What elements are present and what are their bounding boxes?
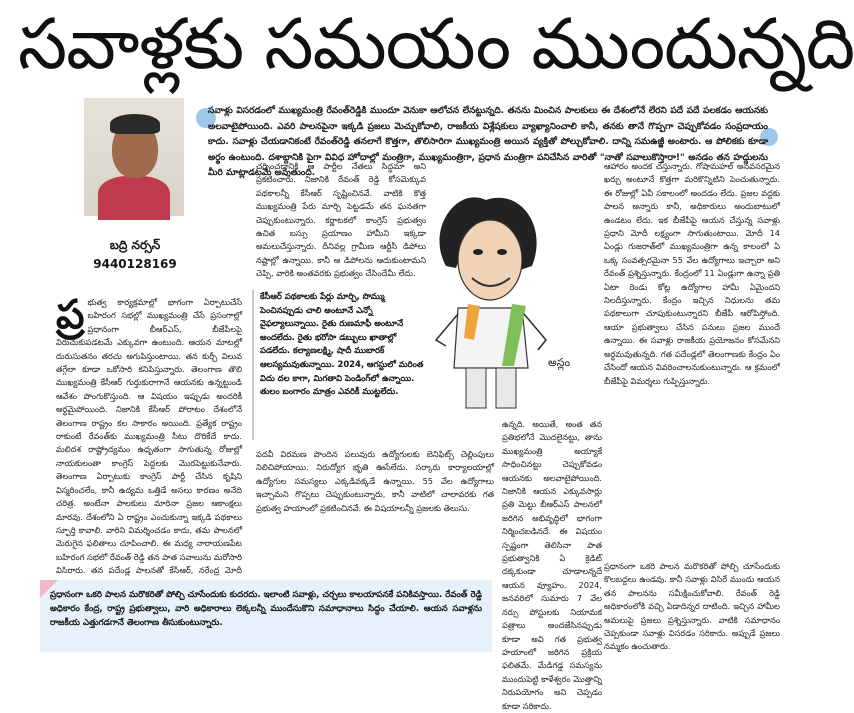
column-1-text: భుత్వ కార్యక్రమాల్లో భాగంగా ఏర్పాటుచేసే బహిరంగ సభల్లో ముఖ్యమంత్రి చేసే ప్రసంగాల్లో ప్రధానంగా బీఆర్‌ఎస్, బీజేపీలపై విరుచుకుపడటమే ఎక్కువగా ఉంటుంది. ఆయన మాటల్లో దురుసుతనం తరచు అగుపిస్తుంటాయి. తన కుర్చీ విలువ తగ్గేలా కూడా ఒకోసారి కనిపిస్తున్నారు. తెలంగాణ తొలి ముఖ్యమంత్రి కేసీఆర్ గుర్తుకురాగానే ఆయనకు ఉన్నట్టుండి ఆవేశం పొంగుకొస్తుంది. ఆ విషయం ఇప్పుడు అందరికీ అర్థమైపోయింది. నిజానికి కేసీఆర్ పోరాటం దేశంలోనే తెలంగాణ రాష్ట్రం కల సాకారం అయింది. ప్రత్యేక రాష్ట్రం రాకుంటే రేవంత్‌కు ముఖ్యమంత్రి సీటు దొరికేదే కాదు. మలిదశ రాష్ట్రోద్యమం ఉధృతంగా సాగుతున్న రోజుల్లో నాయకులంతా కాంగ్రెస్ పెద్దలకు మొరపెట్టుకునేవారు. తెలంగాణ ఏర్పాటుకు కాంగ్రెస్ పార్టీ చేసిన కృషిని విస్మరించలేం, కానీ ఉద్యమ ఒత్తిడే అసలు కారణం అనేది చరిత్ర. అంటేనా పాలకులు మారినా ప్రజల ఆకాంక్షలు మారవు. దేశంలోని ఏ రాష్ట్రం ఎంచుకున్నా ఇక్కడి పథకాలు స్ఫూర్తి కావాలి. వారిని విమర్శించడం కాదు, తమ పాలనలో మెరుగైన ఫలితాలు చూపించాలి. ఈ మధ్య నారాయణపేట బహిరంగ సభలో రేవంత్ రెడ్డి తన పాత సవాలును మరోసారి విసిరారు. తన పదేండ్ల పాలనతో కేసీఆర్, నరేంద్ర మోదీ — [56, 297, 242, 576]
column-4-bottom-text: ప్రధానంగా ఒకరి పాలన మరొకరితో పోల్చి చూసేందుకు కొలబద్దలు ఉండవు. కానీ సవాళ్లు విసిరే ముందు ఆయన తన పాలనను సమీక్షించుకోవాలి. రేవంత్ రెడ్డి అధికారంలోకి వచ్చి ఏడాదిన్నర దాటింది. ఇచ్చిన హామీల అమలుపై ప్రజలు ప్రశ్నిస్తున్నారు. వాటికి సమాధానం చెప్పకుండా సవాళ్లు విసరడం సరికాదు. అప్పుడే ప్రజలు నమ్మకం ఉంచుతారు. — [604, 561, 780, 652]
highlight-box-corner — [40, 580, 58, 598]
author-name: బద్రి నర్సన్ — [109, 238, 161, 252]
author-photo-shirt — [98, 176, 170, 220]
column-2-bottom-text: పదవీ విరమణ పొందిన పలువురు ఉద్యోగులకు బెనిఫిట్స్ చెల్లింపులు నిలిచిపోయాయి. నిరుద్యోగ భృతి ఊసేలేదు. సర్కారు కార్యాలయాల్లో ఉద్యోగుల సమస్యలు ఎక్కడివక్కడే ఉన్నాయి. 55 వేల ఉద్యోగాలు ఇచ్చామని గొప్పలు చెప్పుకుంటున్నారు, కానీ వాటిలో చాలావరకు గత ప్రభుత్వ హయాంలో ప్రకటించినవే. ఈ విషయాలన్నీ ప్రజలకు తెలుసు. — [256, 449, 494, 513]
political-cartoon — [416, 190, 600, 416]
cartoon-left-arm — [436, 314, 458, 346]
highlight-box-text: ప్రధానంగా ఒకరి పాలన మరొకరితో పోల్చి చూసేందుకు కుదరదు. ఇలాంటి సవాళ్లు, చర్చలు కాలయాపనకే పనికివస్తాయి. రేవంత్ రెడ్డి అధికారం కేంద్ర, రాష్ట్ర ప్రభుత్వాలు, వారి అధికారాలు లెక్కలన్నీ ముందేసుకొని సమాధానాలు సిద్ధం చేయాలి. ఆయన సవాళ్లను రాజకీయ ఎత్తుగడగానే తెలంగాణ తీసుకుంటున్నారు. — [50, 590, 482, 629]
author-photo — [84, 98, 184, 216]
column-2-bottom — [256, 448, 494, 568]
column-1 — [56, 292, 242, 576]
author-byline — [70, 238, 200, 271]
cartoon-right-eye — [497, 249, 507, 255]
headline: సవాళ్లకు సమయం ముందున్నది — [18, 3, 854, 85]
column-3-text: ఉన్నది. అయితే, అంత తన ప్రతిభలోనే మొదలైనట్టు, తాను ముఖ్యమంత్రి అయ్యాకే సాధించినట్టు చెప్పుకోవడం ఆయనకు అలవాటైపోయింది. నిజానికి ఆయన ఎక్కువసార్లు ప్రతి మెట్టు బీఆర్ఎస్ పాలనలో జరిగిన అభివృద్ధిలో భాగంగా నిర్మించబడినదే. ఈ విషయం స్పష్టంగా తెలిసినా పాత ప్రభుత్వానికి ఏ క్రెడిట్ దక్కకుండా చూడాలన్నదే ఆయన వ్యూహం. 2024, జనవరిలో సుమారు 7 వేల నర్సు పోస్టులకు నియామక పత్రాలు అందజేసినప్పుడు కూడా అవి గత ప్రభుత్వ హయాంలో జరిగిన ప్రక్రియ ఫలితమే. మేడిగడ్డ సమస్యను ముందుపెట్టి కాళేశ్వరం మొత్తాన్ని నిరుపయోగం అని చెప్పడం కూడా సరికాదు. — [502, 419, 602, 711]
column-4 — [604, 160, 780, 550]
cartoon-right-leg — [496, 368, 516, 408]
highlight-box — [40, 580, 492, 652]
column-4-bottom — [604, 560, 780, 670]
column-2-top-text: చర్చించడానికి ఆ పార్టీల నేతలు సిద్ధమా అని ప్రకటించారు. నిజానికి రేవంత్ రెడ్డి కోసమెక్కువ పథకాలన్నీ కేసీఆర్ సృష్టించినవే. వాటికి కొత్త ముఖ్యమంత్రి పేరు మార్చి పెట్టడమే తన ఘనతగా చెప్పుకుంటున్నారు. కర్ణాటకలో కాంగ్రెస్ ప్రభుత్వం ఉచిత బస్సు ప్రయాణం హామీని ఇక్కడా అమలుచేస్తున్నారు. దీనివల్ల గ్రామీణ ఆర్టీసీ డిపోలు నష్టాల్లో ఉన్నాయి. కానీ ఆ డిపోలను ఆదుకుంటామని చెప్పి, వారికి అంతవరకు ప్రభుత్వం చేసిందేమీ లేదు. — [256, 161, 426, 279]
lead-text: సవాళ్లు విసరడంలో ముఖ్యమంత్రి రేవంత్‌రెడ్డికి ముందూ వెనుకా ఆలోచన లేనట్టున్నది. తనను మించిన పాలకులు ఈ దేశంలోనే లేరని పదే పదే పలకడం ఆయనకు అలవాటైపోయింది. ఎవరి పాలనపైనా ఇక్కడి ప్రజలు మెచ్చుకోవాలి, రాజకీయ విశ్లేషకులు వ్యాఖ్యానించాలి కానీ, తనకు తానే గొప్పగా చెప్పుకోవడం సంప్రదాయం కాదు. సవాళ్లు చేయడానికంటే రేవంత్‌రెడ్డి తనలాగే కొత్తగా, తొలిసారిగా ముఖ్యమంత్రి అయిన వ్యక్తితో పోల్చుకోవాలి. దాన్ని సమఉజ్జీ అంటారు. ఆ పోలికకు కూడా అర్థం ఉంటుంది. దశాబ్దానికి పైగా వివిధ హోదాల్లో మంత్రిగా, ముఖ్యమంత్రిగా, ప్రధాన మంత్రిగా పనిచేసిన వారితో "నాతో సవాలుకొస్తారా!" అనడం తన హద్దులను మీరి మాట్లాడటమే అవుతుంది. — [208, 106, 768, 179]
author-photo-hair — [110, 114, 160, 134]
column-3 — [502, 418, 602, 711]
cartoon-signature: అస్లం — [548, 356, 571, 369]
pull-quote — [252, 290, 428, 440]
drop-cap: ప్ర — [56, 292, 85, 338]
cartoon-face — [458, 220, 522, 300]
column-4-text: ఆహారం అందక చస్తున్నారు. గోషామహల్ అనవసరమైన ఖర్చు అంటూనే కొత్తగా మరికొన్నిటిని పెంచుతున్నారు. ఈ రోజుల్లో ఏవీ సకాలంలో అందడం లేదు. ప్రజల వద్దకు పాలన అన్నారు కానీ, అధికారులు అందుబాటులో ఉండటం లేదు. ఇక బీజేపీపై ఆయన చేస్తున్న సవాళ్లు ప్రధాని మోదీ లక్ష్యంగా సాగుతుంటాయి. మోదీ 14 ఏండ్లు గుజరాత్‌లో ముఖ్యమంత్రిగా ఉన్న కాలంలో ఏ ఒక్క సంవత్సరమైనా 55 వేల ఉద్యోగాలు ఇచ్చారా అని రేవంత్ ప్రశ్నిస్తున్నారు. కేంద్రంలో 11 ఏండ్లుగా ఉన్నా ప్రతి ఏటా రెండు కోట్ల ఉద్యోగాల హామీ ఏమైందని నిలదీస్తున్నారు. కేంద్రం ఇచ్చిన నిధులను తమ పథకాలుగా చూపుకుంటున్నారని బీజేపీ ఆరోపిస్తోంది. ఆయా ప్రభుత్వాలు చేసిన పనులు ప్రజల ముందే ఉన్నాయి. ఈ సవాళ్లు రాజకీయ ప్రయోజనం కోసమేనని అర్థమవుతున్నది. గత పదేండ్లలో తెలంగాణకు కేంద్రం ఏం చేసిందో ఆయన వివరించాలనుకుంటున్నారు. ఆ క్రమంలో బీజేపీపై విమర్శలు గుప్పిస్తున్నారు. — [604, 161, 780, 386]
cartoon-left-eye — [473, 249, 483, 255]
cartoon-right-arm — [524, 314, 546, 350]
column-2-top — [256, 160, 426, 278]
pull-quote-text: కేసీఆర్ పథకాలకు పేర్లు మార్చి, సొమ్ము పెంచినప్పుడు చాలి అంటూనే ఎన్నో వైఫల్యాలున్నాయి. రైతు రుణమాఫీ అంటూనే అందలేదు. రైతు భరోసా డబ్బులు ఖాతాల్లో పడలేదు. కల్యాణలక్ష్మి, షాదీ ముబారక్ ఆలస్యమవుతున్నాయి. 2024, ఆగస్టులో మరింత విదు దల కాగా, మిగతావి పెండింగ్‌లో ఉన్నాయి. తులం బంగారం మాత్రం ఎవరికీ ముట్టలేదు. — [260, 291, 424, 397]
cartoon-left-leg — [466, 368, 486, 408]
author-phone: 9440128169 — [93, 257, 177, 271]
